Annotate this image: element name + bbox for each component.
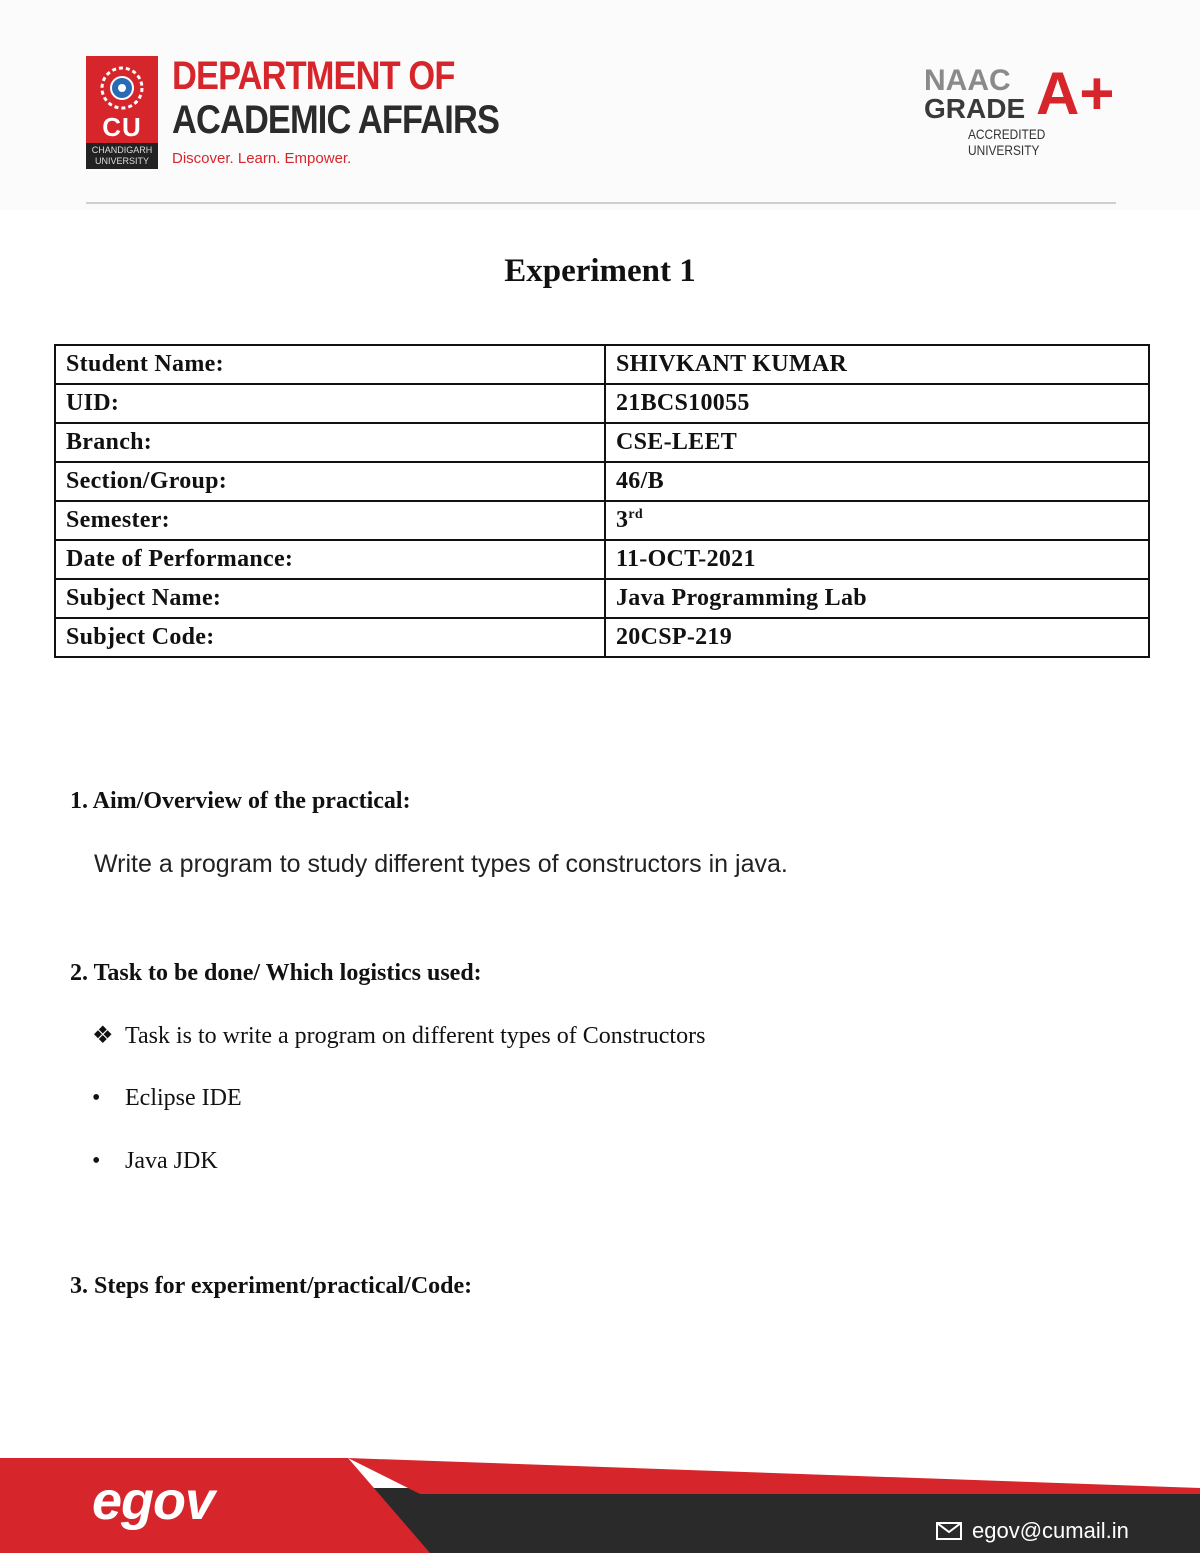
info-row	[55, 462, 1149, 501]
bullet-icon: •	[92, 1085, 101, 1111]
diamond-bullet-icon: ❖	[92, 1023, 114, 1049]
info-label: Student Name:	[55, 345, 605, 384]
aim-heading: 1. Aim/Overview of the practical:	[70, 788, 411, 814]
university-name: CHANDIGARH UNIVERSITY	[86, 143, 158, 169]
info-row	[55, 579, 1149, 618]
info-value	[605, 462, 1149, 501]
info-value	[605, 384, 1149, 423]
task-item-text: Java JDK	[125, 1148, 218, 1174]
university-logo	[86, 56, 158, 169]
page-header	[0, 0, 1200, 210]
info-value	[605, 501, 1149, 540]
naac-label: NAAC	[924, 64, 1011, 97]
task-item-text: Task is to write a program on different types of Constructors	[125, 1023, 706, 1049]
info-row	[55, 423, 1149, 462]
naac-grade-label: GRADE	[924, 93, 1026, 124]
header-divider	[86, 202, 1116, 204]
info-row	[55, 384, 1149, 423]
student-info-table	[54, 344, 1150, 658]
naac-accredited: ACCREDITED UNIVERSITY	[968, 126, 1046, 158]
task-list-item	[92, 1148, 218, 1175]
naac-badge	[924, 60, 1124, 158]
info-label: Subject Name:	[55, 579, 605, 618]
info-row	[55, 618, 1149, 657]
info-value	[605, 540, 1149, 579]
bullet-icon: •	[92, 1148, 101, 1174]
info-value-text: CSE-LEET	[616, 429, 738, 455]
task-list-item	[92, 1085, 242, 1112]
naac-grade-value: A+	[1036, 60, 1115, 127]
mail-icon	[936, 1522, 962, 1540]
info-value-text: 21BCS10055	[616, 390, 750, 416]
info-value-text: SHIVKANT KUMAR	[616, 351, 848, 377]
info-label: UID:	[55, 384, 605, 423]
info-label: Subject Code:	[55, 618, 605, 657]
info-value	[605, 345, 1149, 384]
egov-logo: egov	[92, 1471, 215, 1531]
steps-heading: 3. Steps for experiment/practical/Code:	[70, 1273, 473, 1299]
department-title-line2: ACADEMIC AFFAIRS	[172, 98, 500, 142]
info-value-text: 46/B	[616, 468, 664, 494]
university-badge: CU	[102, 112, 142, 142]
aim-text: Write a program to study different types of constructors in java.	[94, 850, 788, 878]
info-value-superscript: rd	[628, 507, 643, 522]
task-list-item	[92, 1021, 705, 1050]
page-title: Experiment 1	[504, 253, 696, 289]
info-row	[55, 540, 1149, 579]
info-label: Section/Group:	[55, 462, 605, 501]
department-title-line1: DEPARTMENT OF	[172, 54, 455, 98]
university-seal-icon	[96, 62, 148, 114]
info-value	[605, 579, 1149, 618]
contact-email[interactable]: egov@cumail.in	[972, 1518, 1129, 1543]
task-heading: 2. Task to be done/ Which logistics used:	[70, 960, 482, 986]
info-value	[605, 423, 1149, 462]
info-label: Branch:	[55, 423, 605, 462]
department-tagline: Discover. Learn. Empower.	[172, 150, 352, 167]
info-row	[55, 501, 1149, 540]
info-value-text: 20CSP-219	[616, 624, 733, 650]
info-label: Semester:	[55, 501, 605, 540]
info-value	[605, 618, 1149, 657]
info-value-text: 11-OCT-2021	[616, 546, 756, 572]
info-label: Date of Performance:	[55, 540, 605, 579]
page-footer	[0, 1458, 1200, 1553]
info-value-text: 3	[616, 507, 629, 533]
task-item-text: Eclipse IDE	[125, 1085, 242, 1111]
info-row	[55, 345, 1149, 384]
info-value-text: Java Programming Lab	[616, 585, 867, 611]
